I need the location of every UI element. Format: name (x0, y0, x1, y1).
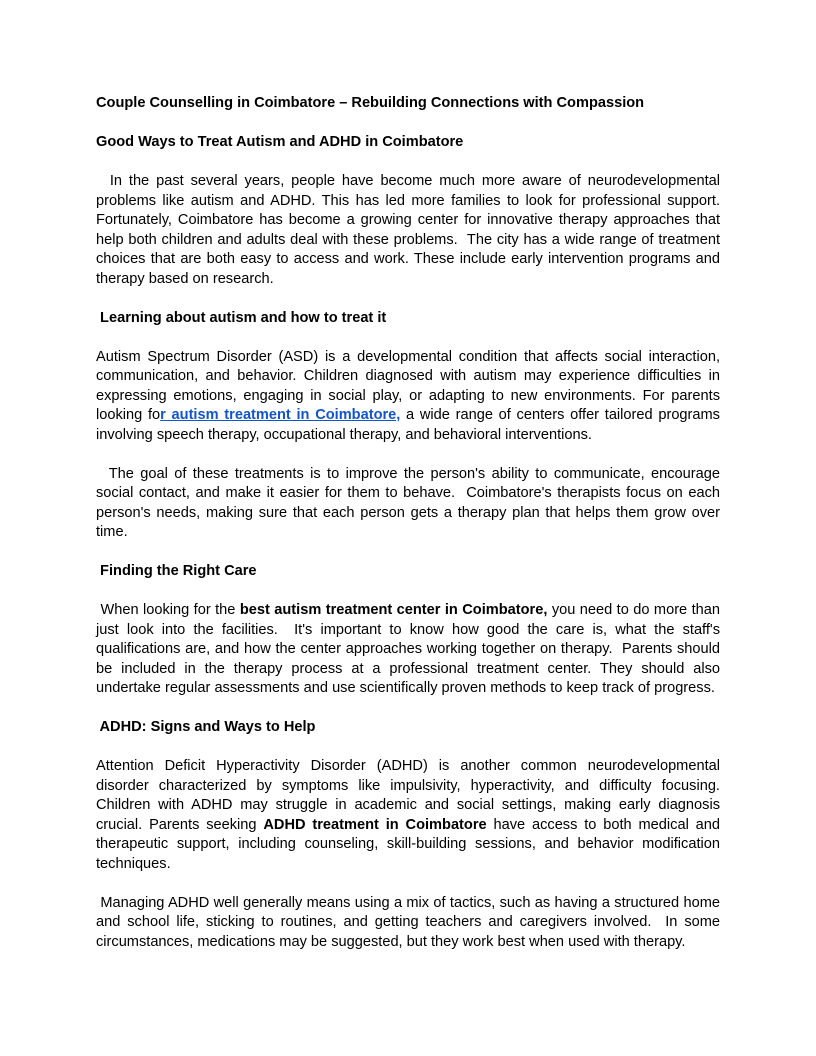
autism-paragraph-text-continued: a wide range of centers offer tailored programs involving speech therapy, occupational therapy, and behavioral interventions. (96, 407, 725, 443)
spacer (96, 543, 720, 563)
spacer (96, 445, 720, 465)
best-center-keyword: best autism treatment center in Coimbatore, (239, 602, 548, 618)
document-title: Couple Counselling in Coimbatore – Rebuilding Connections with Compassion (96, 95, 645, 111)
adhd-management-paragraph: Managing ADHD well generally means using a mix of tactics, such as having a structured home and school life, sticking to routines, and getting teachers and caregivers involved. In some circumstances, medications may be suggested, but they work best when used with therapy. (96, 894, 725, 950)
spacer (96, 153, 720, 173)
treatment-goal-paragraph: The goal of these treatments is to improve the person's ability to communicate, encourage social contact, and make it easier for them to behave. Coimbatore's therapists focus on each person's needs, making sure that each person gets a therapy plan that helps them grow over time. (96, 465, 725, 540)
right-care-text: When looking for the (96, 602, 240, 618)
spacer (96, 328, 720, 348)
spacer (96, 874, 720, 894)
adhd-treatment-keyword: ADHD treatment in Coimbatore (263, 816, 487, 833)
intro-paragraph: In the past several years, people have become much more aware of neurodevelopmental problems like autism and ADHD. This has led more families to look for professional support. Fortunately, Coimbatore has become a growing center for innovative therapy approaches that help both children and adults deal with these problems. The city has a wide range of treatment choices that are both easy to access and work. These include early intervention programs and therapy based on research. (96, 173, 725, 287)
right-care-paragraph (96, 601, 725, 699)
spacer (96, 699, 720, 719)
section-heading-right-care: Finding the Right Care (96, 563, 257, 579)
autism-paragraph (96, 348, 725, 446)
document-subtitle: Good Ways to Treat Autism and ADHD in Coimbatore (96, 134, 464, 150)
section-heading-adhd: ADHD: Signs and Ways to Help (96, 719, 316, 735)
spacer (96, 114, 720, 134)
autism-treatment-link[interactable]: r autism treatment in Coimbatore, (160, 407, 401, 423)
spacer (96, 289, 720, 309)
adhd-text-continued: have access to both medical and therapeutic support, including counseling, skill-building sessions, and behavior modification techniques. (96, 816, 725, 872)
right-care-text-continued: you need to do more than just look into the facilities. It's important to know how good the care is, what the staff's qualifications are, and how the center approaches working together on therapy. Parents should be included in the therapy process at a professional treatment center. They should also undertake regular assessments and use scientifically proven methods to keep track of progress. (96, 602, 725, 696)
document-page (96, 94, 725, 952)
spacer (96, 738, 720, 758)
section-heading-autism: Learning about autism and how to treat it (96, 309, 387, 326)
adhd-paragraph (96, 757, 725, 874)
spacer (96, 582, 720, 602)
adhd-text: Attention Deficit Hyperactivity Disorder (ADHD) is another common neurodevelopmental disorder characterized by symptoms like impulsivity, hyperactivity, and difficulty focusing. Children with ADHD may struggle in academic and social settings, making early diagnosis crucial. Parents seeking (96, 758, 725, 833)
autism-paragraph-text: Autism Spectrum Disorder (ASD) is a developmental condition that affects social interaction, communication, and behavior. Children diagnosed with autism may experience difficulties in expressing emotions, engaging in social play, or adapting to new environments. For parents looking fo (96, 348, 725, 423)
